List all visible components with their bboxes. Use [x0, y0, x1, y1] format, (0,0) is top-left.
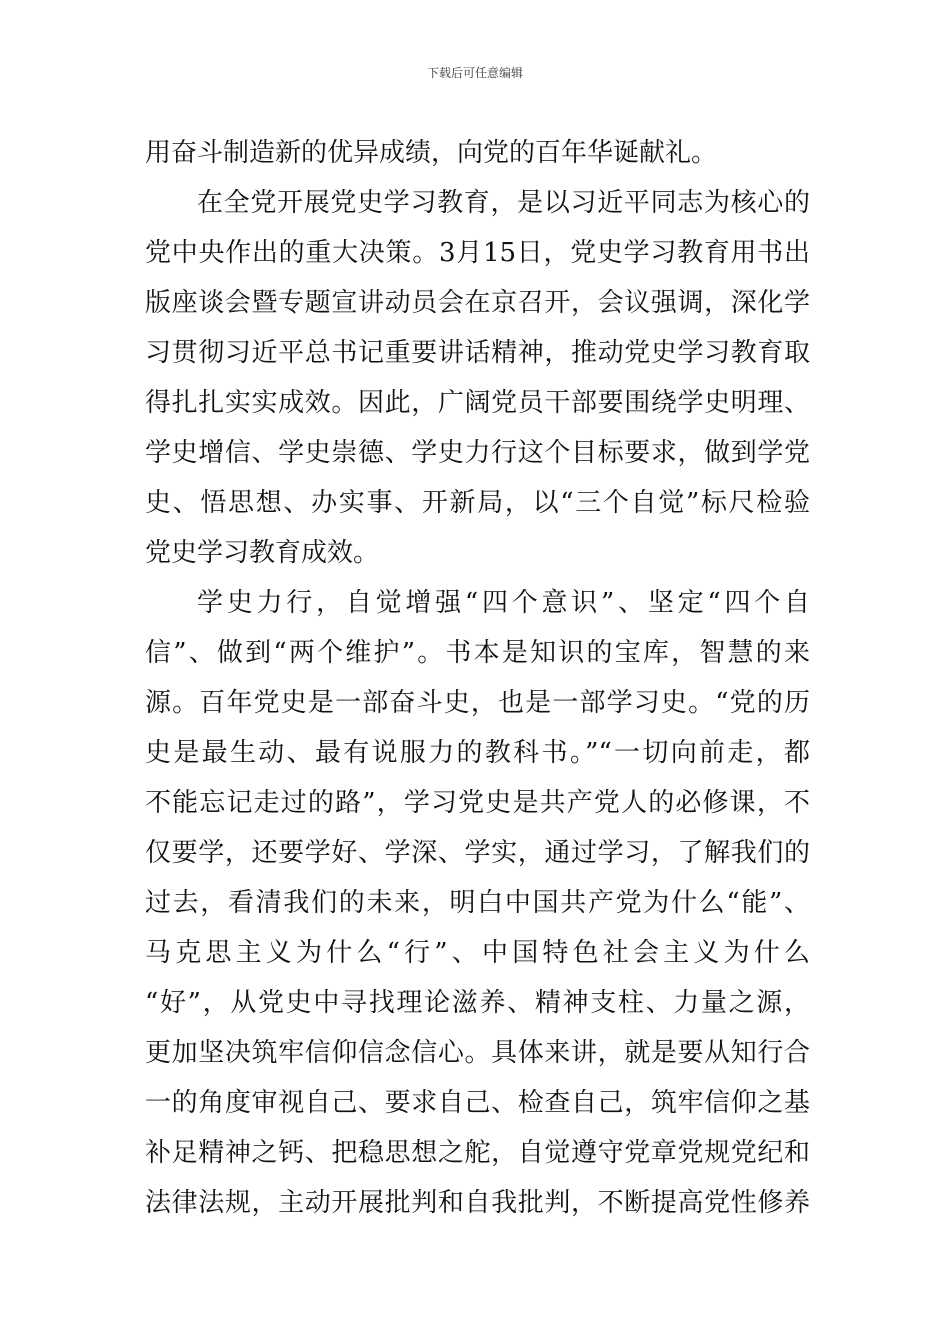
- paragraph-line: 过去，看清我们的未来，明白中国共产党为什么“能”、: [145, 888, 810, 918]
- paragraph-line: “好”，从党史中寻找理论滋养、精神支柱、力量之源，: [145, 988, 810, 1018]
- paragraph-line: 补足精神之钙、把稳思想之舵，自觉遵守党章党规党纪和: [145, 1138, 810, 1168]
- paragraph-line: 党史学习教育成效。: [145, 538, 380, 568]
- paragraph-line: 学史增信、学史崇德、学史力行这个目标要求，做到学党: [145, 438, 810, 468]
- paragraph-line: 党中央作出的重大决策。3月15日，党史学习教育用书出: [145, 238, 810, 268]
- document-body: [145, 128, 810, 1228]
- paragraph-line: 得扎扎实实成效。因此，广阔党员干部要围绕学史明理、: [145, 388, 810, 418]
- paragraph-line: 用奋斗制造新的优异成绩，向党的百年华诞献礼。: [145, 138, 718, 168]
- paragraph-line: 史是最生动、最有说服力的教科书。”“一切向前走，都: [145, 738, 810, 768]
- paragraph-line: 源。百年党史是一部奋斗史，也是一部学习史。“党的历: [145, 688, 810, 718]
- paragraph-line: 仅要学，还要学好、学深、学实，通过学习，了解我们的: [145, 838, 810, 868]
- paragraph-line: 一的角度审视自己、要求自己、检查自己，筑牢信仰之基: [145, 1088, 810, 1118]
- paragraph-line: 法律法规，主动开展批判和自我批判，不断提高党性修养: [145, 1188, 810, 1218]
- paragraph-line: 信”、做到“两个维护”。书本是知识的宝库，智慧的来: [145, 638, 810, 668]
- page-header: 下载后可任意编辑: [426, 66, 523, 80]
- paragraph-line: 马克思主义为什么“行”、中国特色社会主义为什么: [145, 938, 810, 968]
- paragraph-line: 学史力行，自觉增强“四个意识”、坚定“四个自: [197, 588, 810, 618]
- paragraph-line: 史、悟思想、办实事、开新局，以“三个自觉”标尺检验: [145, 488, 810, 518]
- paragraph-line: 不能忘记走过的路”，学习党史是共产党人的必修课，不: [145, 788, 810, 818]
- paragraph-line: 习贯彻习近平总书记重要讲话精神，推动党史学习教育取: [145, 338, 810, 368]
- paragraph-line: 更加坚决筑牢信仰信念信心。具体来讲，就是要从知行合: [145, 1038, 810, 1068]
- paragraph-line: 版座谈会暨专题宣讲动员会在京召开，会议强调，深化学: [145, 288, 810, 318]
- paragraph-line: 在全党开展党史学习教育，是以习近平同志为核心的: [197, 188, 810, 218]
